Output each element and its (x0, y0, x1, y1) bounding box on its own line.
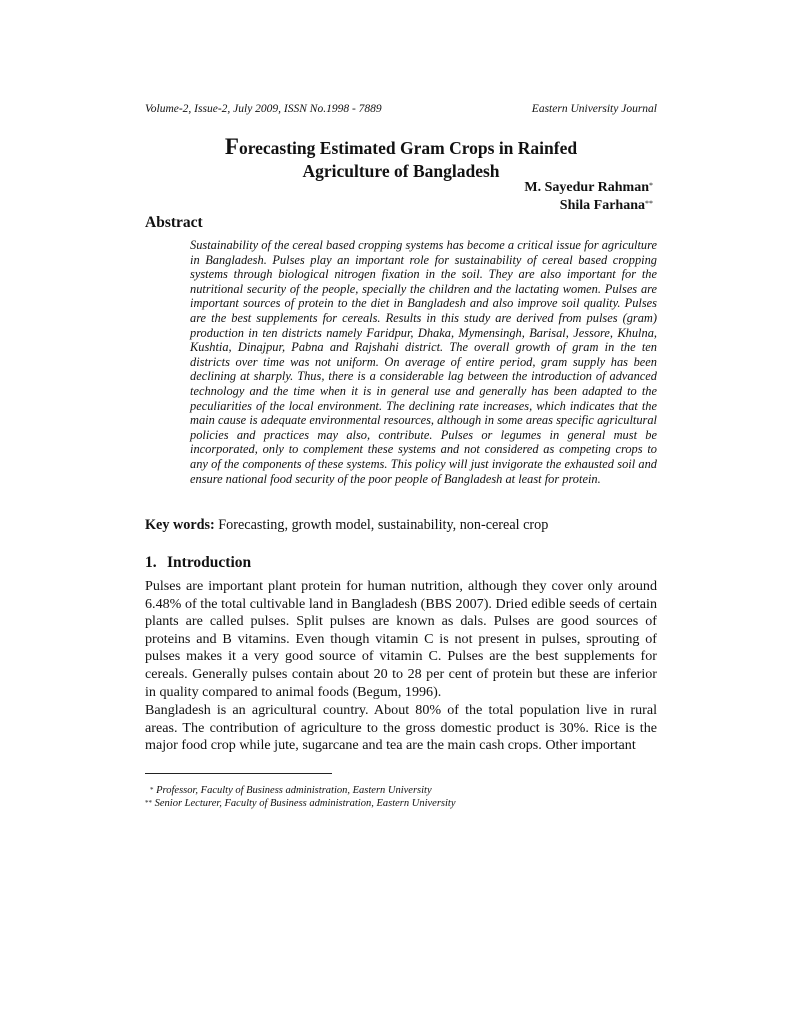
author-name: Shila Farhana (559, 198, 645, 213)
section-number: 1. (145, 554, 157, 571)
author-name: M. Sayedur Rahman (524, 180, 649, 195)
body-paragraph: Bangladesh is an agricultural country. About 80% of the total population live in rural areas. The contribution of agriculture to the gross domestic product is 30%. Rice is the major food crop while jute, sugarcane and tea are the main cash crops. Other important (145, 702, 657, 754)
title-line-2: Agriculture of Bangladesh (302, 161, 500, 181)
footnote-text: Professor, Faculty of Business administration, Eastern University (156, 785, 432, 796)
author-affiliation-mark: ** (645, 199, 653, 208)
author-1 (524, 179, 653, 197)
journal-name: Eastern University Journal (531, 103, 657, 115)
author-2 (524, 197, 653, 215)
footnotes (145, 784, 657, 810)
running-header (145, 101, 657, 117)
footnote-mark: ** (145, 799, 152, 807)
keywords (145, 516, 657, 534)
author-list (524, 179, 653, 215)
body-paragraph: Pulses are important plant protein for human nutrition, although they cover only around 6.48% of the total cultivable land in Bangladesh (BBS 2007). Dried edible seeds of certain plants are called pulses. Split pulses are known as dals. Pulses are good sources of proteins and B vitamins. Even though vitamin C is not present in pulses, sprouting of pulses makes it a very good source of vitamin C. Pulses are the best supplements for cereals. Generally pulses contain about 20 to 28 per cent of protein but these are inferior in quality compared to animal foods (Begum, 1996). (145, 578, 657, 700)
volume-info: Volume-2, Issue-2, July 2009, ISSN No.1998 - 7889 (145, 103, 382, 115)
author-affiliation-mark: * (649, 181, 653, 190)
title-first-letter: F (224, 134, 239, 159)
title-line-1-rest: orecasting Estimated Gram Crops in Rainfed (238, 138, 578, 158)
title-line-1 (145, 135, 657, 160)
footnote-1 (145, 784, 657, 797)
paper-title (145, 135, 657, 183)
footnote-divider (145, 773, 332, 774)
abstract-text: Sustainability of the cereal based cropping systems has become a critical issue for agriculture in Bangladesh. Pulses play an important role for sustainability of cereal based cropping systems through biological nitrogen fixation in the soil. They are also important for the nutritional security of the people, specially the children and the lactating women. Pulses are important sources of protein to the diet in Bangladesh and also improve soil quality. Pulses are the best supplements for cereals. Results in this study are derived from pulses (gram) production in ten districts namely Faridpur, Dhaka, Mymensingh, Barisal, Jessore, Khulna, Kushtia, Dinajpur, Pabna and Rajshahi district. The overall growth of gram in the ten districts over time was not uniform. On average of entire period, gram supply has been declining at sharply. Thus, there is a considerable lag between the introduction of advanced technology and the time when it is in general use and generally has been adapted to the peculiarities of the local environment. The declining rate increases, which indicates that the main cause is adequate environmental resources, although in some areas specific agricultural policies and practices may also, contribute. Pulses or legumes in general must be incorporated, only to complement these systems and not considered as competing crops to any of the components of these systems. This policy will just invigorate the exhausted soil and ensure national food security of the poor people of Bangladesh at least for protein. (190, 238, 657, 486)
footnote-2 (145, 797, 657, 810)
section-heading-introduction (145, 553, 251, 573)
keywords-label: Key words: (145, 517, 215, 533)
abstract-heading: Abstract (145, 214, 203, 231)
keywords-text: Forecasting, growth model, sustainability, non-cereal crop (218, 517, 549, 533)
section-title: Introduction (167, 554, 252, 571)
footnote-mark: * (150, 786, 154, 794)
footnote-text: Senior Lecturer, Faculty of Business administration, Eastern University (154, 798, 456, 809)
